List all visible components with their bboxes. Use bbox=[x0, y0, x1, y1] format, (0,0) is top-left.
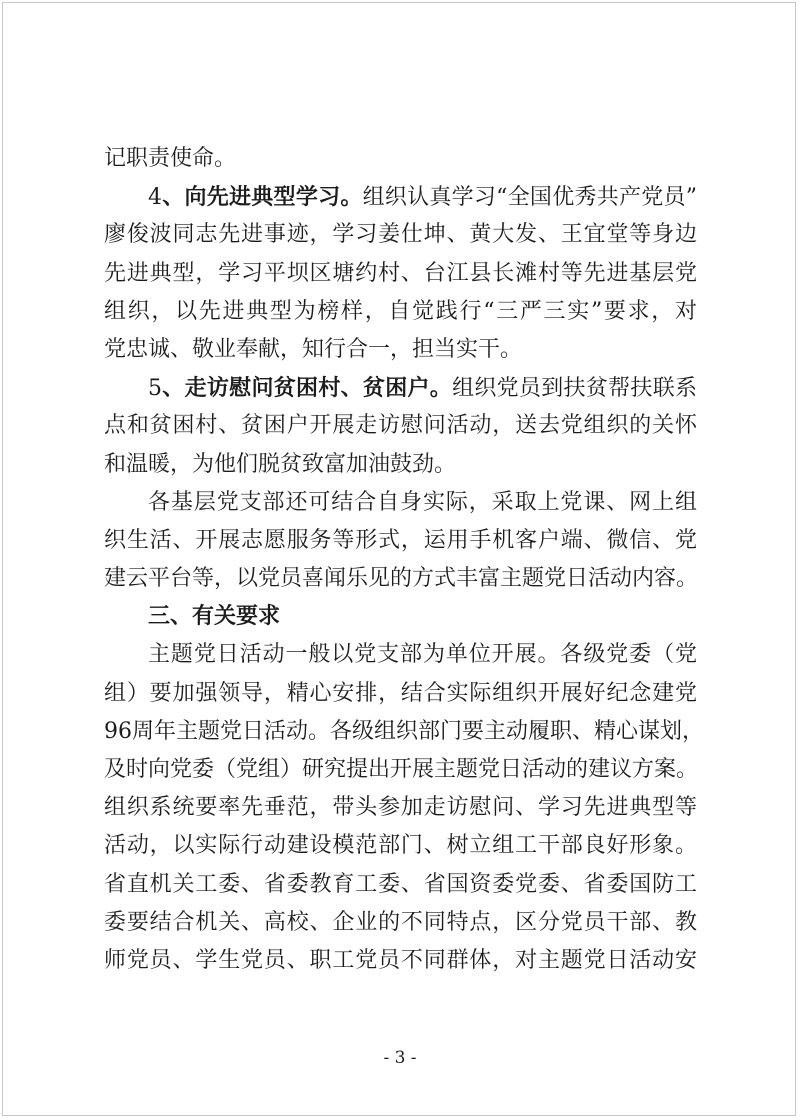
item-5-heading: 、走访慰问贫困村、贫困户。 bbox=[162, 375, 453, 402]
text-line: 党忠诚、敬业奉献，知行合一，担当实干。 bbox=[104, 336, 523, 362]
item-5-text: 组织党员到扶贫帮扶联系 bbox=[452, 376, 697, 402]
section-heading: 三、有关要求 bbox=[148, 604, 281, 630]
text-line: 组织，以先进典型为榜样，自觉践行“三严三实”要求，对 bbox=[104, 298, 697, 324]
text-line: 委要结合机关、高校、企业的不同特点，区分党员干部、教 bbox=[104, 909, 697, 935]
text-line: 省直机关工委、省委教育工委、省国资委党委、省委国防工 bbox=[104, 871, 697, 897]
item-4-first-line bbox=[104, 178, 697, 216]
text-line: 记职责使命。 bbox=[104, 146, 237, 171]
text-line: 师党员、学生党员、职工党员不同群体，对主题党日活动安 bbox=[104, 947, 697, 973]
text-line: 组）要加强领导，精心安排，结合实际组织开展好纪念建党 bbox=[104, 680, 697, 706]
text-line: 点和贫困村、贫困户开展走访慰问活动，送去党组织的关怀 bbox=[104, 413, 697, 439]
text-line: 96周年主题党日活动。各级组织部门要主动履职、精心谋划， bbox=[104, 718, 704, 744]
item-5-number: 5 bbox=[148, 376, 162, 402]
item-4-number: 4 bbox=[148, 185, 162, 211]
paragraph-first-line: 主题党日活动一般以党支部为单位开展。各级党委（党 bbox=[148, 642, 697, 668]
text-line: 织生活、开展志愿服务等形式，运用手机客户端、微信、党 bbox=[104, 527, 697, 553]
text-line: 及时向党委（党组）研究提出开展主题党日活动的建议方案。 bbox=[104, 757, 699, 782]
text-line: 组织系统要率先垂范，带头参加走访慰问、学习先进典型等 bbox=[104, 795, 697, 821]
document-body bbox=[104, 140, 704, 980]
text-line: 和温暖，为他们脱贫致富加油鼓劲。 bbox=[104, 451, 457, 477]
text-line: 建云平台等，以党员喜闻乐见的方式丰富主题党日活动内容。 bbox=[104, 566, 699, 592]
text-line: 活动，以实际行动建设模范部门、树立组工干部良好形象。 bbox=[104, 833, 697, 859]
item-5-first-line bbox=[104, 369, 697, 407]
text-line: 廖俊波同志先进事迹，学习姜仕坤、黄大发、王宜堂等身边 bbox=[104, 222, 697, 248]
text-line: 先进典型，学习平坝区塘约村、台江县长滩村等先进基层党 bbox=[104, 260, 697, 286]
item-4-heading: 、向先进典型学习。 bbox=[162, 184, 363, 211]
paragraph-first-line: 各基层党支部还可结合自身实际，采取上党课、网上组 bbox=[148, 489, 697, 515]
item-4-text: 组织认真学习“全国优秀共产党员” bbox=[362, 185, 697, 211]
page-number: - 3 - bbox=[383, 1048, 417, 1068]
